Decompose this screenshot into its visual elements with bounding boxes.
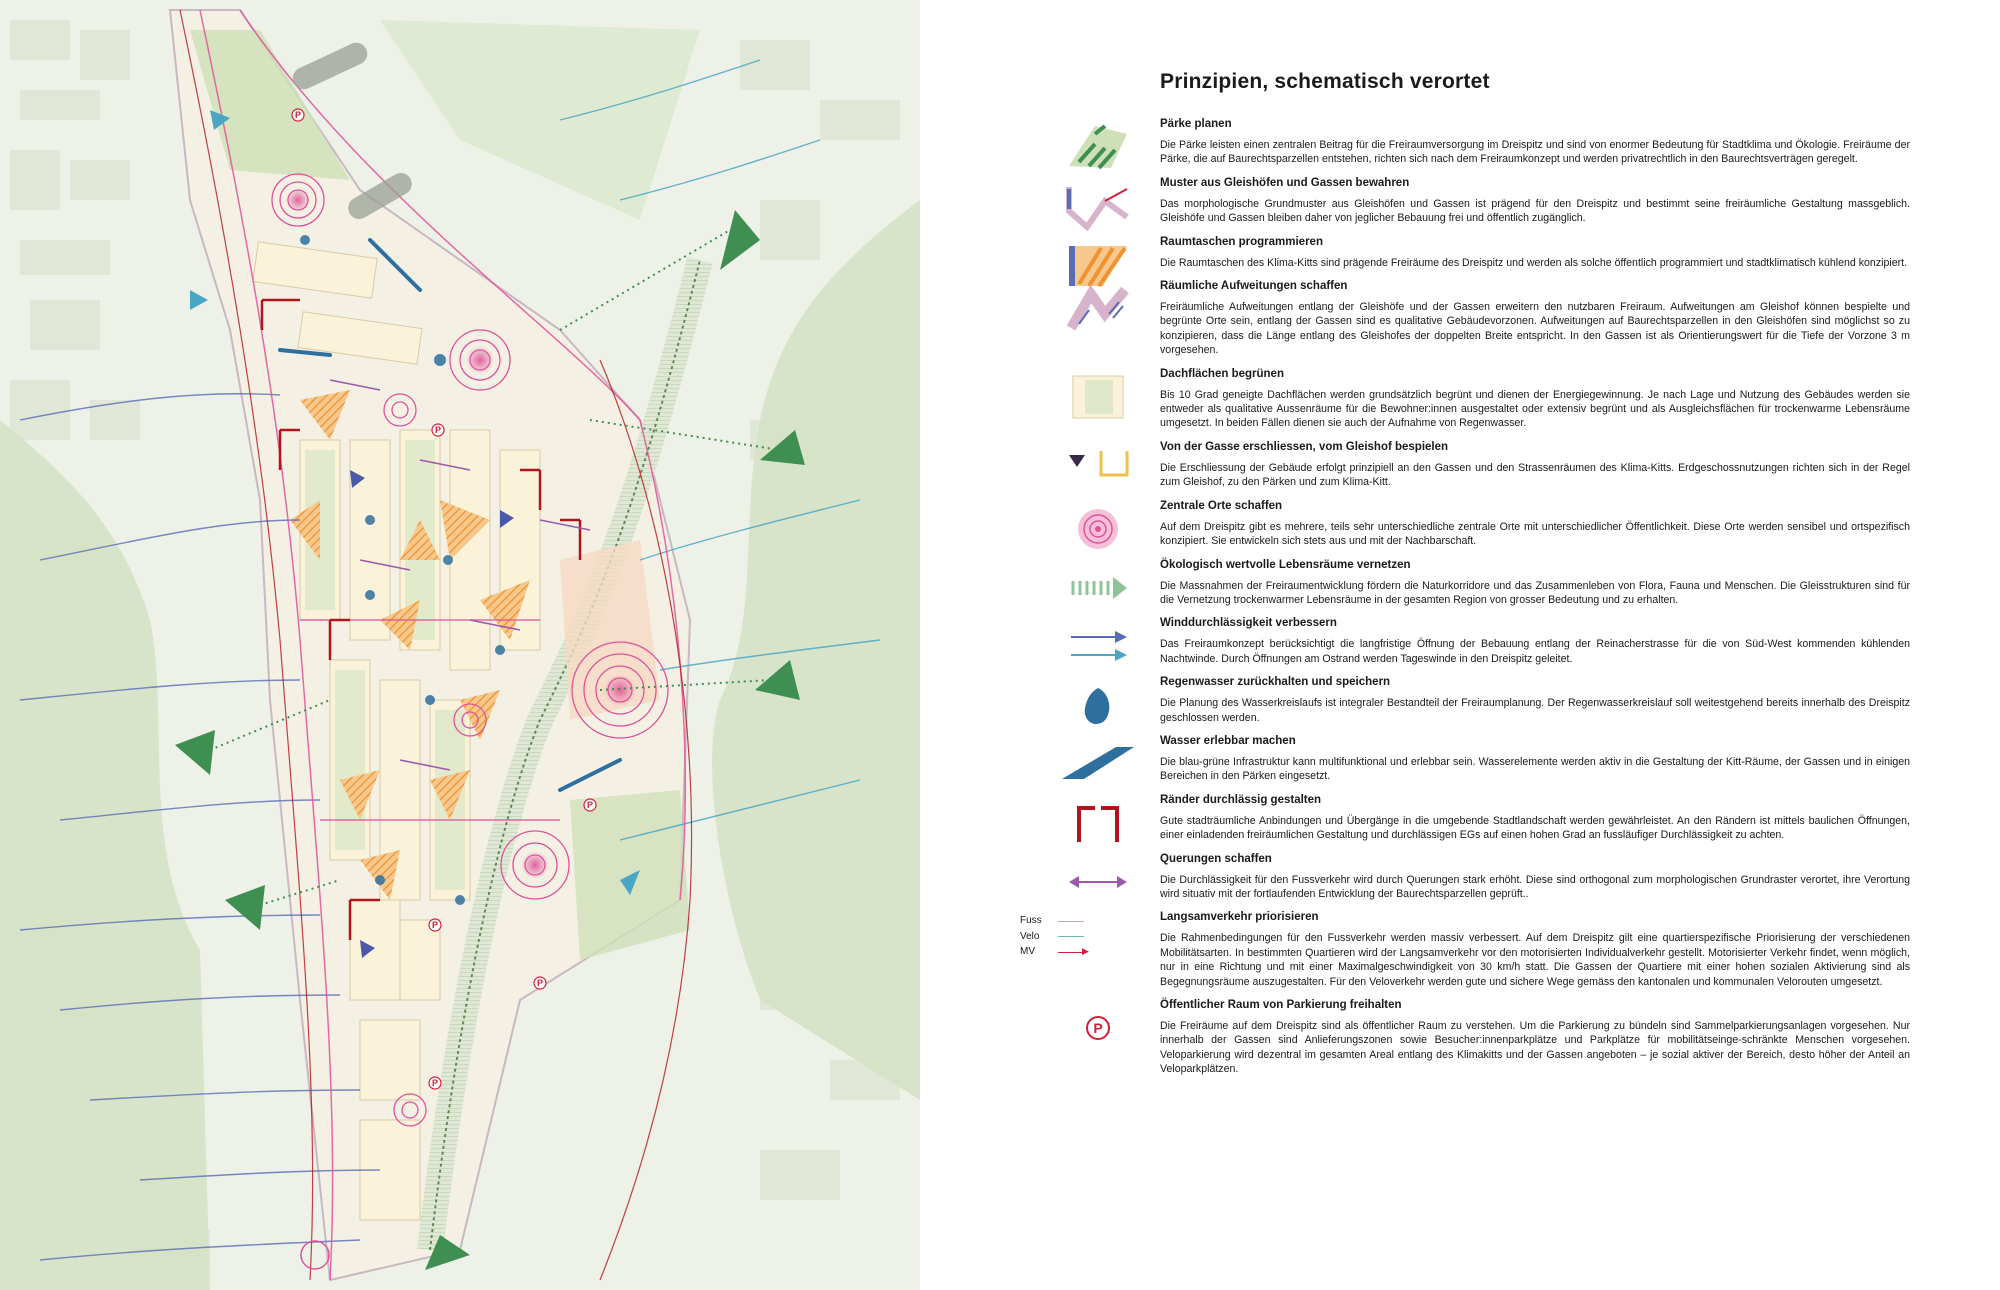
mobility-key [1020, 913, 1089, 960]
legend-heading: Öffentlicher Raum von Parkierung freihalten [1160, 999, 1402, 1011]
green-arrow-icon [1060, 561, 1136, 615]
mobility-key-row [1020, 929, 1089, 945]
legend-item-parking [1050, 999, 1910, 1077]
legend-item-access [1050, 441, 1910, 490]
bike-line-icon [1058, 936, 1084, 937]
legend-heading: Zentrale Orte schaffen [1160, 499, 1283, 512]
legend-text: Gute stadträumliche Anbindungen und Übergänge in die umgebende Stadtlandschaft werden gewährleistet. An den Rändern ist mittels baulichen Öffnungen, einer einladenden freiräumlichen Gestaltung und durchlässigen EGs auf einen hohen Grad an fussläufiger Durchlässigkeit zu achten. [1160, 814, 1910, 842]
legend-item-pockets [1050, 236, 1910, 270]
widening-hatch-icon [1060, 282, 1136, 336]
legend-item-pattern [1050, 177, 1910, 226]
mobility-label: Velo [1020, 930, 1040, 942]
legend-heading: Langsamverkehr priorisieren [1160, 911, 1319, 924]
legend-item-rain [1050, 676, 1910, 725]
page-title: Prinzipien, schematisch verortet [1160, 70, 1490, 93]
legend-heading: Ränder durchlässig gestalten [1160, 793, 1322, 806]
water-channel-icon [1060, 737, 1136, 791]
parking-marker: P [536, 978, 544, 988]
parking-icon [1060, 1001, 1136, 1055]
mobility-key-row [1020, 944, 1089, 960]
park-hatch-icon [1060, 120, 1136, 174]
legend-item-ecology [1050, 559, 1910, 608]
legend-item-edges [1050, 794, 1910, 843]
legend-heading: Querungen schaffen [1160, 852, 1272, 865]
parking-symbol: P [1093, 1020, 1103, 1036]
legend-item-central [1050, 500, 1910, 549]
legend-text: Die Durchlässigkeit für den Fussverkehr wird durch Querungen stark erhöht. Diese sind orthogonal zum morphologischen Grundraster verortet, ihre Verortung wird situativ mit der fortlaufenden Entwicklung der Baurechtsparzellen geprüft.. [1160, 873, 1910, 900]
legend-text: Die Planung des Wasserkreislaufs ist integraler Bestandteil der Freiraumplanung. Der Regenwasserkreislauf soll weitestgehend bereits innerhalb des Dreispitz geschlossen werden. [1160, 697, 1910, 724]
parking-marker: P [431, 920, 439, 930]
legend-heading: Regenwasser zurückhalten und speichern [1160, 676, 1391, 689]
green-roof-icon [1060, 370, 1136, 424]
legend-item-slow-traffic [1020, 911, 1910, 989]
legend-text: Bis 10 Grad geneigte Dachflächen werden grundsätzlich begrünt und dienen der Energiegewinnung. Je nach Lage und Nutzung des Gebäudes werden sie entweder als qualitative Aussenräume für die Bewohner:innen ausgestaltet oder extensiv begrünt und als Ausgleichsflächen für trockenwarme Lebensräume umgesetzt. In beiden Fällen dienen sie auch der Aufnahme von Regenwasser. [1160, 388, 1910, 430]
legend-item-wind [1050, 617, 1910, 666]
legend-panel [1020, 60, 1910, 1087]
wind-arrows-icon [1060, 619, 1136, 673]
legend-heading: Dachflächen begrünen [1160, 367, 1284, 380]
mobility-key-row [1020, 913, 1089, 929]
legend-text: Die Rahmenbedingungen für den Fussverkehr werden massiv verbessert. Auf dem Dreispitz gilt eine quartierspezifische Priorisierung der verschiedenen Mobilitätsarten. In bestimmten Quartieren wird der Langsamverkehr vor den motorisierten Individualverkehr gestellt. Motorisierter Verkehr findet, wenn möglich, nur in eine Richtung und mit einer Maximalgeschwindigkeit von 30 km/h statt. Die Gassen der Quartiere mit einer hohen sozialen Aktivierung sind als Begegnungsräume auszugestalten. Für den Veloverkehr werden gute und sichere Wege gemäss den kantonalen und kommunalen Velorouten umgesetzt. [1160, 932, 1910, 988]
legend-heading: Raumtaschen programmieren [1160, 235, 1323, 248]
legend-heading: Winddurchlässigkeit verbessern [1160, 617, 1337, 630]
legend-text: Die Pärke leisten einen zentralen Beitrag für die Freiraumversorgung im Dreispitz und sind von enormer Bedeutung für Stadtklima und Ökologie. Freiräume der Pärke, die auf Baurechtsparzellen entstehen, richten sich nach dem Freiraumkonzept und werden privatrechtlich in den Baurechtsverträgen geregelt. [1160, 139, 1910, 166]
parking-marker: P [294, 110, 302, 120]
legend-heading: Pärke planen [1160, 118, 1232, 130]
legend-heading: Räumliche Aufweitungen schaffen [1160, 280, 1348, 293]
foot-line-icon [1058, 921, 1084, 922]
legend-heading: Von der Gasse erschliessen, vom Gleishof bespielen [1160, 440, 1449, 453]
mobility-label: Fuss [1020, 915, 1042, 927]
water-drop-icon [1060, 678, 1136, 732]
legend-text: Die Massnahmen der Freiraumentwicklung fördern die Naturkorridore und das Zusammenleben von Flora, Fauna und Menschen. Die Gleisstrukturen sind für die Vernetzung trockenwarmer Lebensräume in der gesamten Region von grosser Bedeutung und zu erhalten. [1160, 579, 1910, 606]
legend-item-crossings [1050, 853, 1910, 902]
arrowhead-icon: ▶ [1082, 946, 1089, 957]
legend-heading: Wasser erlebbar machen [1160, 734, 1296, 747]
central-place-icon [1060, 502, 1136, 556]
legend-text: Die blau-grüne Infrastruktur kann multifunktional und erlebbar sein. Wasserelemente werden aktiv in die Gestaltung der Kitt-Räume, der Gassen und in einigen Bereichen in den Pärken eingesetzt. [1160, 755, 1910, 783]
legend-item-roofs [1050, 368, 1910, 431]
site-plan-svg [0, 0, 920, 1290]
legend-heading: Ökologisch wertvolle Lebensräume vernetzen [1160, 558, 1411, 571]
mobility-label: MV [1020, 946, 1035, 958]
legend-text: Die Raumtaschen des Klima-Kitts sind prägende Freiräume des Dreispitz und werden als solche öffentlich programmiert und stadtklimatisch kühlend konzipiert. [1160, 256, 1908, 269]
legend-heading: Muster aus Gleishöfen und Gassen bewahren [1160, 176, 1410, 189]
parking-marker: P [586, 800, 594, 810]
legend-text: Freiräumliche Aufweitungen entlang der Gleishöfe und der Gassen erweitern den nutzbaren Freiraum. Aufweitungen am Gleishof können bespielte und begrünte Orte sein, entlang der Gassen sind es qualitative Gebäudevorzonen. Aufweitungen auf Baurechtsparzellen in den Gleishöfen sind möglichst so zu konzipieren, dass die Länge entlang des Gleishofes der doppelten Breite entspricht. In den Gassen ist als Orientierungswert für die Tiefe der Vorzone 3 m vorgesehen. [1160, 301, 1910, 357]
edge-bracket-icon [1060, 796, 1136, 850]
site-plan-map [0, 0, 920, 1290]
parking-marker: P [431, 1078, 439, 1088]
legend-text: Auf dem Dreispitz gibt es mehrere, teils sehr unterschiedliche zentrale Orte mit unterschiedlicher Öffentlichkeit. Diese Orte werden sensibel und ortspezifisch konzipiert. Sie entwickeln sich stets aus und mit der Nachbarschaft. [1160, 520, 1910, 548]
car-line-icon [1058, 952, 1084, 953]
legend-text: Die Freiräume auf dem Dreispitz sind als öffentlicher Raum zu verstehen. Um die Parkierung zu bündeln sind Sammelparkierungsanlagen vorgesehen. Nur innerhalb der Gassen sind Anlieferungszonen sowie Besucher:innenparkplätze und Parkplätze für mobilitätseinge-schränkte Menschen vorgesehen. Veloparkierung wird dezentral im gesamten Areal entlang des Klimakitts und der Gassen angeboten – je sozial aktiver der Bereich, desto höher der Anteil an Veloparkplätzen. [1160, 1020, 1910, 1076]
mobility-lines-icon [1020, 913, 1136, 967]
legend-text: Die Erschliessung der Gebäude erfolgt prinzipiell an den Gassen und den Strassenräumen des Klima-Kitts. Erdgeschossnutzungen richten sich in der Regel zum Gleishof, zu den Pärken und zum Klima-Kitt. [1160, 461, 1910, 489]
legend-text: Das morphologische Grundmuster aus Gleishöfen und Gassen ist prägend für den Dreispitz und bestimmt seine freiräumliche Gestaltung massgeblich. Gleishöfe und Gassen bleiben daher von jeglicher Bebauung frei und öffentlich zugänglich. [1160, 197, 1910, 225]
legend-text: Das Freiraumkonzept berücksichtigt die langfristige Öffnung der Bebauung entlang der Reinacherstrasse für die von Süd-West kommenden kühlenden Nachtwinde. Durch Öffnungen am Ostrand werden Tageswinde in den Dreispitz geleitet. [1160, 638, 1910, 665]
legend-item-parks [1050, 118, 1910, 167]
zigzag-pattern-icon [1060, 179, 1136, 233]
entrance-triangle-icon [1060, 443, 1136, 497]
legend-item-widening [1050, 280, 1910, 358]
parking-marker: P [434, 425, 442, 435]
legend-item-water [1050, 735, 1910, 784]
double-arrow-icon [1060, 855, 1136, 909]
